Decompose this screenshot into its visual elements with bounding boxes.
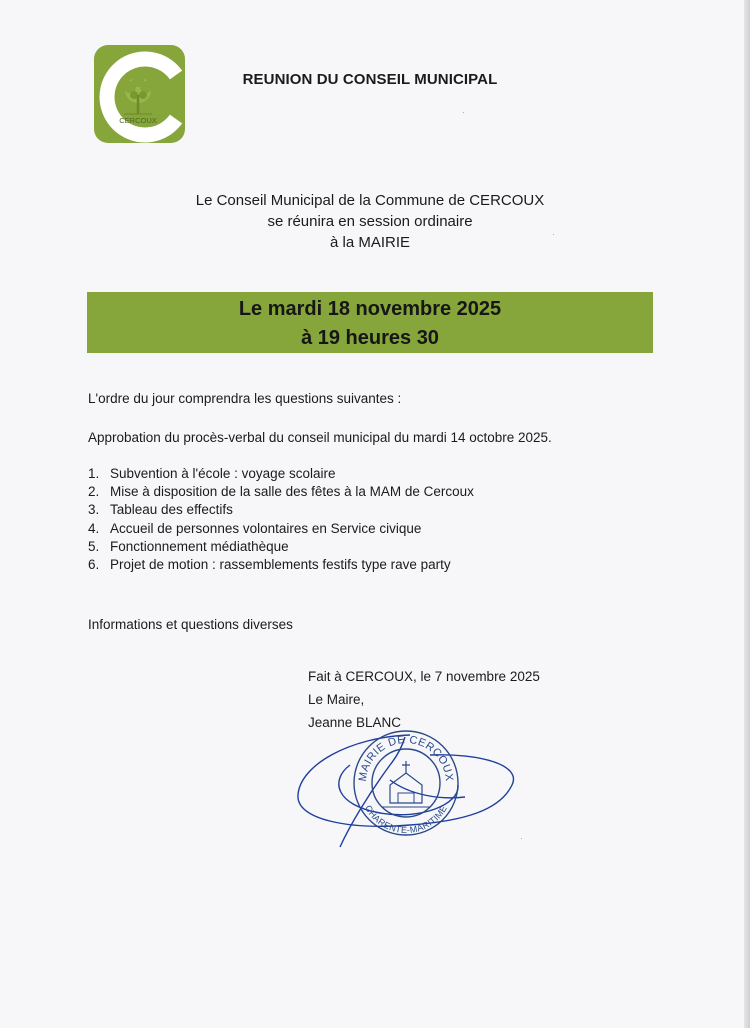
signature-block — [308, 665, 540, 734]
stamp-bottom-text: CHARENTE-MARITIME — [362, 803, 449, 836]
signatory-name: Jeanne BLANC — [308, 715, 402, 730]
convocation-line-2: se réunira en session ordinaire — [267, 213, 473, 230]
cercoux-logo — [94, 45, 185, 143]
agenda-item-number: 5. — [88, 538, 100, 554]
agenda-item-label: Accueil de personnes volontaires en Service civique — [110, 520, 422, 536]
scan-speck: · — [462, 108, 465, 117]
stamp-and-signature — [290, 725, 530, 855]
meeting-time: à 19 heures 30 — [301, 327, 439, 349]
agenda-item-number: 3. — [88, 502, 100, 518]
agenda-item-number: 4. — [88, 520, 100, 536]
agenda-item-label: Projet de motion : rassemblements festifs type rave party — [110, 557, 451, 573]
agenda-item — [88, 465, 474, 483]
stamp-top-text: MAIRIE DE CERCOUX — [356, 733, 456, 783]
date-banner — [87, 292, 653, 353]
convocation-line-3: à la MAIRIE — [329, 234, 411, 251]
meeting-date: Le mardi 18 novembre 2025 — [238, 298, 502, 320]
convocation-line-1: Le Conseil Municipal de la Commune de CERCOUX — [195, 192, 545, 209]
scan-speck: · — [520, 834, 523, 843]
logo-text: CERCOUX — [119, 116, 157, 125]
agenda-item-label: Mise à disposition de la salle des fêtes à la MAM de Cercoux — [110, 484, 474, 500]
agenda-intro: L'ordre du jour comprendra les questions suivantes : — [88, 391, 402, 406]
signatory-role: Le Maire, — [308, 692, 365, 707]
place-date: Fait à CERCOUX, le 7 novembre 2025 — [308, 669, 540, 684]
agenda-item-label: Tableau des effectifs — [110, 502, 233, 518]
agenda-item-number: 2. — [88, 484, 100, 500]
agenda-item-number: 1. — [88, 466, 100, 481]
agenda-item — [88, 483, 474, 501]
agenda-item-label: Fonctionnement médiathèque — [110, 538, 289, 554]
agenda-item-label: Subvention à l'école : voyage scolaire — [110, 466, 336, 481]
convocation-text — [120, 190, 620, 253]
informations-diverses: Informations et questions diverses — [88, 617, 293, 632]
agenda-item — [88, 538, 474, 556]
agenda-item — [88, 556, 474, 574]
scan-speck: · — [552, 230, 555, 239]
page-edge — [744, 0, 750, 1028]
agenda-item-number: 6. — [88, 557, 100, 573]
page-title: REUNION DU CONSEIL MUNICIPAL — [242, 71, 498, 88]
agenda-item — [88, 520, 474, 538]
agenda-item — [88, 501, 474, 519]
agenda-list — [88, 465, 474, 574]
svg-text:MAIRIE DE CERCOUX — [357, 734, 455, 782]
mairie-stamp — [354, 731, 458, 835]
approbation-text: Approbation du procès-verbal du conseil municipal du mardi 14 octobre 2025. — [88, 430, 552, 445]
